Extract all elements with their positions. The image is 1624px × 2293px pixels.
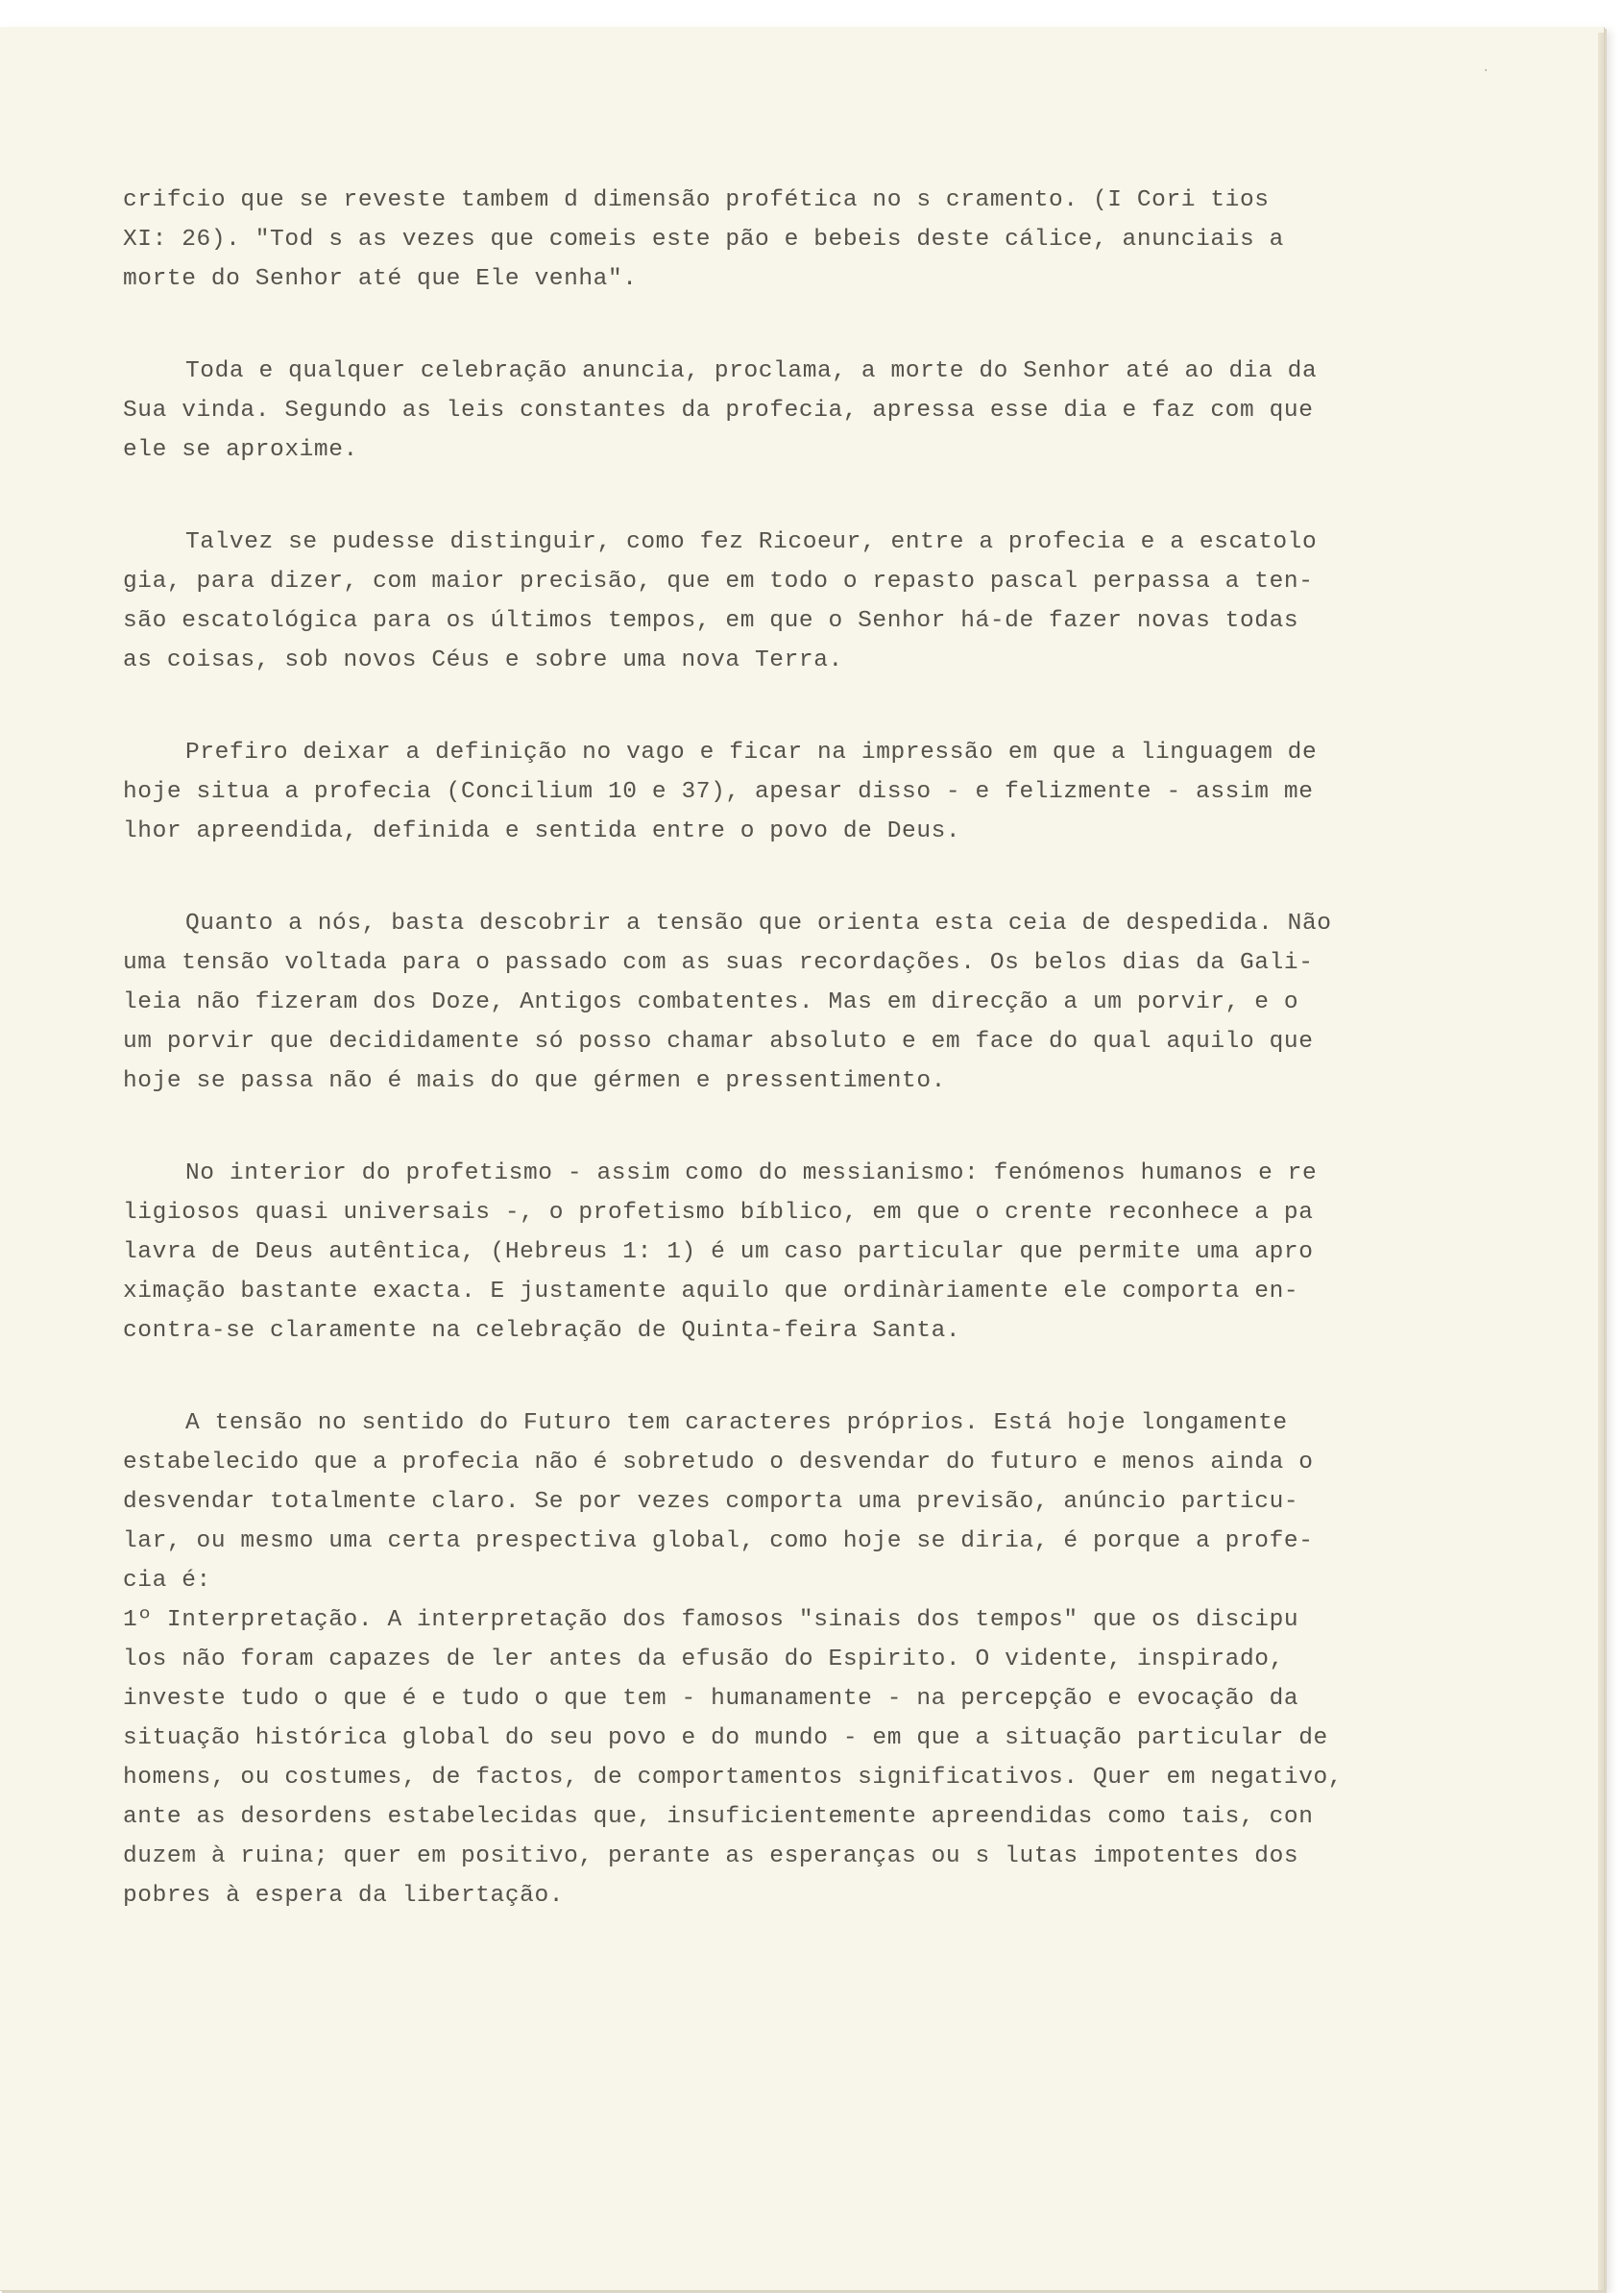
text-line: gia, para dizer, com maior precisão, que em todo o repasto pascal perpassa a ten- xyxy=(123,569,1314,595)
text-line: No interior do profetismo - assim como do messianismo: fenómenos humanos e re xyxy=(185,1160,1318,1186)
text-line: homens, ou costumes, de factos, de comportamentos significativos. Quer em negativo, xyxy=(123,1765,1344,1791)
text-line: los não foram capazes de ler antes da efusão do Espirito. O vidente, inspirado, xyxy=(123,1647,1284,1672)
paragraph-7 xyxy=(123,1403,1410,1600)
paragraph-5 xyxy=(123,904,1410,1101)
paragraph-3 xyxy=(123,523,1410,680)
text-line: uma tensão voltada para o passado com as suas recordações. Os belos dias da Gali- xyxy=(123,950,1314,976)
text-line: 1º Interpretação. A interpretação dos famosos "sinais dos tempos" que os discipu xyxy=(123,1607,1299,1633)
paragraph-1 xyxy=(123,181,1410,299)
text-line: lavra de Deus autêntica, (Hebreus 1: 1) é um caso particular que permite uma apro xyxy=(123,1239,1314,1265)
text-line: cia é: xyxy=(123,1568,211,1594)
text-line: morte do Senhor até que Ele venha". xyxy=(123,266,638,292)
text-line: são escatológica para os últimos tempos, em que o Senhor há-de fazer novas todas xyxy=(123,608,1299,634)
text-line: lhor apreendida, definida e sentida entre o povo de Deus. xyxy=(123,818,961,844)
text-line: Sua vinda. Segundo as leis constantes da profecia, apressa esse dia e faz com que xyxy=(123,398,1314,424)
text-line: XI: 26). "Tod s as vezes que comeis este pão e bebeis deste cálice, anunciais a xyxy=(123,227,1284,253)
paper-speck: · xyxy=(1482,63,1491,79)
text-line: estabelecido que a profecia não é sobretudo o desvendar do futuro e menos ainda o xyxy=(123,1450,1314,1476)
text-line: contra-se claramente na celebração de Quinta-feira Santa. xyxy=(123,1318,961,1344)
paragraph-8 xyxy=(123,1600,1410,1915)
paragraph-2 xyxy=(123,352,1410,470)
text-line: ante as desordens estabelecidas que, insuficientemente apreendidas como tais, con xyxy=(123,1804,1314,1830)
text-line: crifcio que se reveste tambem d dimensão profética no s cramento. (I Cori tios xyxy=(123,187,1270,213)
text-line: lar, ou mesmo uma certa prespectiva global, como hoje se diria, é porque a profe- xyxy=(123,1528,1314,1554)
page-edge-shadow xyxy=(1598,33,1604,2290)
text-line: investe tudo o que é e tudo o que tem - humanamente - na percepção e evocação da xyxy=(123,1686,1299,1712)
text-line: um porvir que decididamente só posso chamar absoluto e em face do qual aquilo que xyxy=(123,1029,1314,1055)
text-line: duzem à ruina; quer em positivo, perante as esperanças ou s lutas impotentes dos xyxy=(123,1843,1299,1869)
typewritten-text xyxy=(123,181,1410,1915)
text-line: as coisas, sob novos Céus e sobre uma nova Terra. xyxy=(123,647,843,673)
text-line: Prefiro deixar a definição no vago e ficar na impressão em que a linguagem de xyxy=(185,740,1318,766)
text-line: Quanto a nós, basta descobrir a tensão que orienta esta ceia de despedida. Não xyxy=(185,911,1332,937)
text-line: pobres à espera da libertação. xyxy=(123,1883,565,1909)
paragraph-4 xyxy=(123,733,1410,851)
text-line: hoje se passa não é mais do que gérmen e pressentimento. xyxy=(123,1068,946,1094)
text-line: Toda e qualquer celebração anuncia, proclama, a morte do Senhor até ao dia da xyxy=(185,358,1318,384)
text-line: hoje situa a profecia (Concilium 10 e 37), apesar disso - e felizmente - assim me xyxy=(123,779,1314,805)
text-line: ximação bastante exacta. E justamente aquilo que ordinàriamente ele comporta en- xyxy=(123,1279,1299,1305)
text-line: A tensão no sentido do Futuro tem caracteres próprios. Está hoje longamente xyxy=(185,1410,1288,1436)
text-line: situação histórica global do seu povo e do mundo - em que a situação particular de xyxy=(123,1725,1328,1751)
paragraph-6 xyxy=(123,1154,1410,1351)
text-line: ligiosos quasi universais -, o profetismo bíblico, em que o crente reconhece a pa xyxy=(123,1200,1314,1226)
text-line: leia não fizeram dos Doze, Antigos combatentes. Mas em direcção a um porvir, e o xyxy=(123,989,1299,1015)
text-line: ele se aproxime. xyxy=(123,437,358,463)
text-line: desvendar totalmente claro. Se por vezes comporta uma previsão, anúncio particu- xyxy=(123,1489,1299,1515)
text-line: Talvez se pudesse distinguir, como fez Ricoeur, entre a profecia e a escatolo xyxy=(185,529,1318,555)
